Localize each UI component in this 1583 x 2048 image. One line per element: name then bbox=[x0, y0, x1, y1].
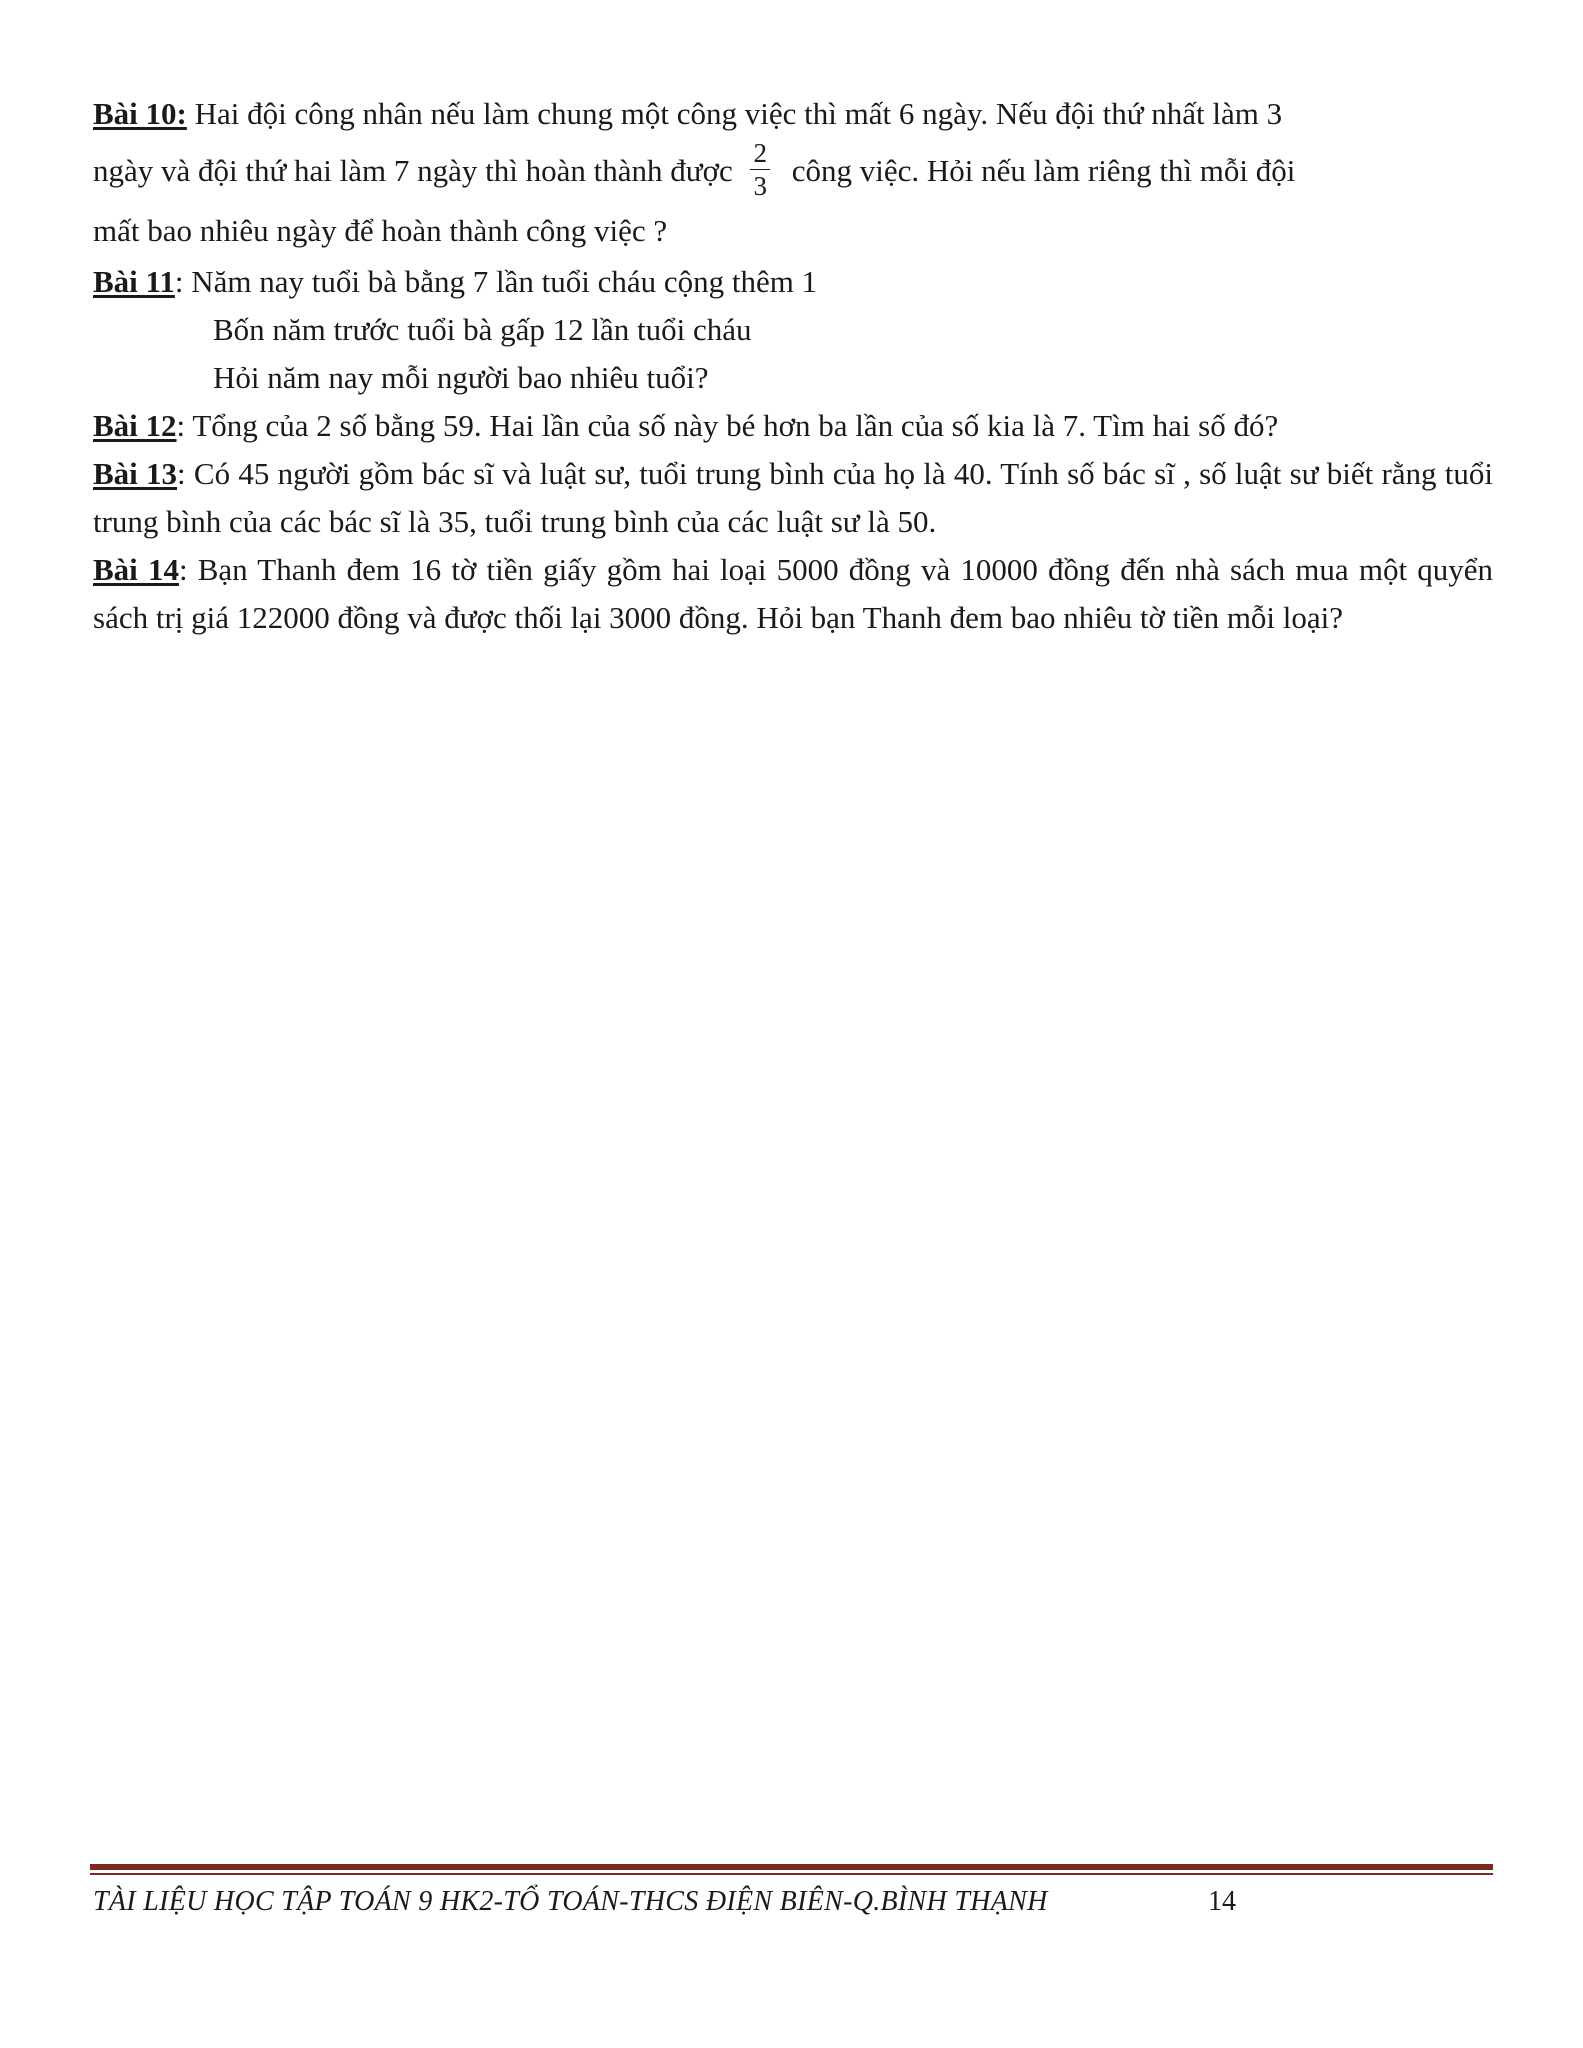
problem-11 bbox=[93, 258, 1493, 402]
footer-rule-thick bbox=[90, 1864, 1493, 1870]
document-body bbox=[93, 90, 1493, 642]
footer-rule-thin bbox=[90, 1873, 1493, 1875]
problem-12 bbox=[93, 402, 1493, 450]
problem-14-label: Bài 14 bbox=[93, 552, 179, 587]
page-number: 14 bbox=[1208, 1886, 1236, 1917]
problem-13 bbox=[93, 450, 1493, 546]
problem-13-label: Bài 13 bbox=[93, 456, 178, 491]
problem-10-line-1 bbox=[93, 90, 1493, 138]
fraction-denominator: 3 bbox=[753, 171, 767, 202]
problem-13-text: : Có 45 người gồm bác sĩ và luật sư, tuổi trung bình của họ là 40. Tính số bác sĩ , số luật sư biết rằng tuổi trung bình của các bác sĩ là 35, tuổi trung bình của các luật sư là 50. bbox=[93, 456, 1494, 539]
problem-10-text-1: Hai đội công nhân nếu làm chung một công việc thì mất 6 ngày. Nếu đội thứ nhất làm 3 bbox=[186, 96, 1283, 131]
problem-10 bbox=[93, 90, 1493, 258]
fraction bbox=[750, 138, 770, 201]
problem-11-line-2: Bốn năm trước tuổi bà gấp 12 lần tuổi cháu bbox=[213, 312, 752, 347]
problem-10-label: Bài 10: bbox=[93, 96, 187, 131]
problem-10-line-2 bbox=[93, 138, 1493, 204]
problem-12-label: Bài 12 bbox=[93, 408, 177, 443]
problem-14 bbox=[93, 546, 1493, 642]
problem-11-label: Bài 11 bbox=[93, 264, 175, 299]
problem-10-text-2b: công việc. Hỏi nếu làm riêng thì mỗi đội bbox=[783, 153, 1296, 188]
fraction-numerator: 2 bbox=[750, 138, 770, 170]
problem-10-line-3: mất bao nhiêu ngày để hoàn thành công việc ? bbox=[93, 213, 668, 248]
problem-10-text-2a: ngày và đội thứ hai làm 7 ngày thì hoàn thành được bbox=[93, 153, 741, 188]
problem-14-text: : Bạn Thanh đem 16 tờ tiền giấy gồm hai loại 5000 đồng và 10000 đồng đến nhà sách mua một quyển sách trị giá 122000 đồng và được thối lại 3000 đồng. Hỏi bạn Thanh đem bao nhiêu tờ tiền mỗi loại? bbox=[93, 552, 1493, 635]
problem-11-text-1: : Năm nay tuổi bà bằng 7 lần tuổi cháu cộng thêm 1 bbox=[174, 264, 818, 299]
problem-12-text: : Tổng của 2 số bằng 59. Hai lần của số này bé hơn ba lần của số kia là 7. Tìm hai số đó? bbox=[176, 408, 1279, 443]
problem-11-line-1 bbox=[93, 258, 1493, 306]
problem-11-line-3: Hỏi năm nay mỗi người bao nhiêu tuổi? bbox=[213, 360, 709, 395]
footer-title: TÀI LIỆU HỌC TẬP TOÁN 9 HK2-TỔ TOÁN-THCS ĐIỆN BIÊN-Q.BÌNH THẠNH bbox=[93, 1886, 1048, 1917]
